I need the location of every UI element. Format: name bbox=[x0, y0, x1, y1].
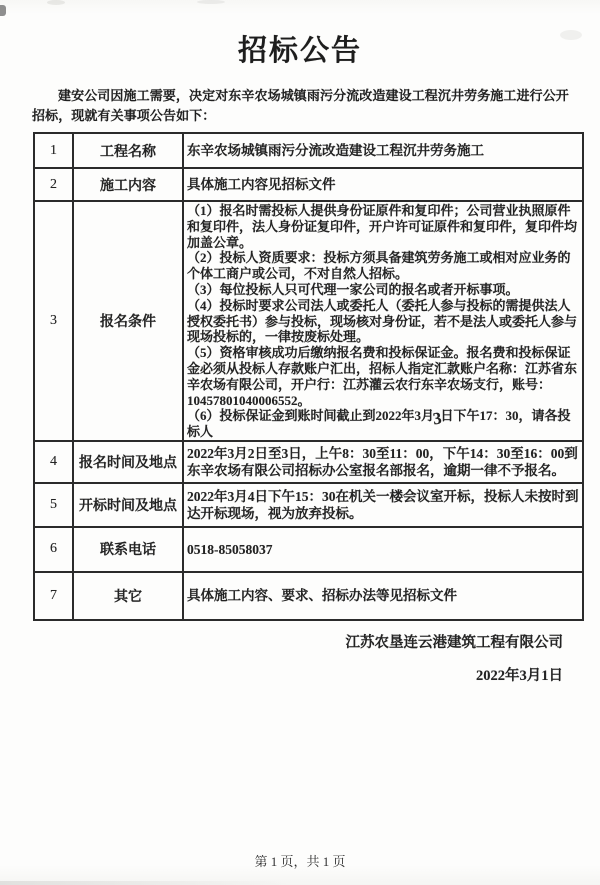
row-label: 报名时间及地点 bbox=[73, 441, 183, 483]
row-content: 具体施工内容见招标文件 bbox=[183, 168, 583, 201]
row-content bbox=[183, 201, 583, 441]
row-content: 东辛农场城镇雨污分流改造建设工程沉井劳务施工 bbox=[183, 133, 583, 168]
row-label: 联系电话 bbox=[73, 527, 183, 572]
row-project-name bbox=[34, 133, 583, 168]
issuer-company: 江苏农垦连云港建筑工程有限公司 bbox=[345, 634, 563, 651]
row-registration-time-place bbox=[34, 441, 583, 483]
row-number: 6 bbox=[34, 527, 73, 572]
row-content: 2022年3月4日下午15：30在机关一楼会议室开标，投标人未按时到达开标现场，视为放弃投标。 bbox=[183, 483, 583, 527]
intro-paragraph: 建安公司因施工需要，决定对东辛农场城镇雨污分流改造建设工程沉井劳务施工进行公开招标，现就有关事项公告如下： bbox=[32, 88, 569, 123]
row-number: 4 bbox=[34, 441, 73, 483]
row-content: 具体施工内容、要求、招标办法等见招标文件 bbox=[183, 572, 583, 620]
condition-item-6-suffix: 日下午17：30，请各投标人 bbox=[187, 408, 571, 440]
row-number: 2 bbox=[34, 168, 73, 201]
row-other bbox=[34, 572, 583, 620]
condition-item-6-prefix: （6）投标保证金到账时间截止到2022年3月 bbox=[187, 408, 435, 424]
row-number: 3 bbox=[34, 201, 73, 441]
row-label: 开标时间及地点 bbox=[73, 483, 183, 527]
page-number-footer: 第 1 页，共 1 页 bbox=[254, 854, 346, 869]
row-label: 工程名称 bbox=[73, 133, 183, 168]
row-label: 报名条件 bbox=[73, 201, 183, 441]
page-title: 招标公告 bbox=[237, 35, 362, 67]
row-label: 施工内容 bbox=[73, 168, 183, 201]
row-registration-conditions bbox=[34, 201, 583, 441]
condition-item-4: （4）投标时要求公司法人或委托人（委托人参与投标的需提供法人授权委托书）参与投标，现场核对身份证，若不是法人或委托人参与现场投标的，一律按废标处理。 bbox=[187, 297, 578, 345]
scan-artifact-bottom-shadow bbox=[0, 881, 288, 885]
row-number: 1 bbox=[34, 133, 73, 168]
row-content: 2022年3月2日至3日，上午8：30至11：00，下午14：30至16：00到东辛农场有限公司招标办公室报名部报名，逾期一律不予报名。 bbox=[183, 441, 583, 483]
row-contact-phone bbox=[34, 527, 583, 572]
row-construction-content bbox=[34, 168, 583, 201]
condition-item-3: （3）每位投标人只可代理一家公司的报名或者开标事项。 bbox=[187, 281, 519, 297]
condition-item-2: （2）投标人资质要求：投标方须具备建筑劳务施工或相对应业务的个体工商户或公司，不对自然人招标。 bbox=[187, 250, 571, 282]
condition-item-1: （1）报名时需投标人提供身份证原件和复印件；公司营业执照原件和复印件，法人身份证复印件，开户许可证原件和复印件，复印件均加盖公章。 bbox=[187, 203, 578, 250]
issue-date: 2022年3月1日 bbox=[476, 667, 563, 684]
condition-item-6 bbox=[187, 408, 580, 440]
row-number: 7 bbox=[34, 572, 73, 620]
row-bid-opening-time-place bbox=[34, 483, 583, 527]
row-label: 其它 bbox=[73, 572, 183, 620]
row-number: 5 bbox=[34, 483, 73, 527]
handwritten-day-digit: 3 bbox=[431, 408, 443, 429]
bid-info-table bbox=[33, 132, 584, 621]
row-content: 0518-85058037 bbox=[183, 527, 583, 572]
condition-item-5: （5）资格审核成功后缴纳报名费和投标保证金。报名费和投标保证金必须从投标人存款账户汇出，招标人指定汇款账户名称：江苏省东辛农场有限公司，开户行：江苏灌云农行东辛农场支行，账号：10457801040006552。 bbox=[187, 345, 578, 408]
